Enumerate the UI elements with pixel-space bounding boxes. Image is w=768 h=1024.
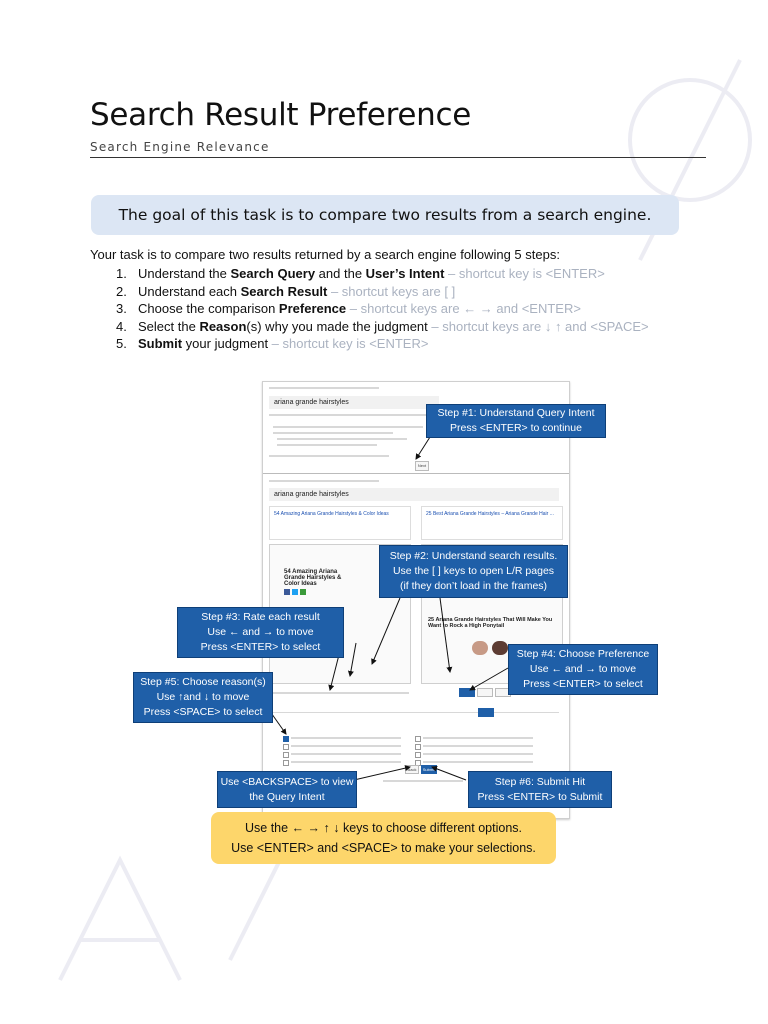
step-bold: Search Query: [230, 266, 316, 281]
reason-checkbox[interactable]: [415, 752, 421, 758]
screenshot-text-line: [269, 414, 429, 416]
left-article-heading: 54 Amazing Ariana Grande Hairstyles & Color Ideas: [284, 569, 342, 587]
step-bold: Search Result: [240, 283, 328, 299]
share-icon: [284, 589, 290, 595]
callout-step2: Step #2: Understand search results. Use the [ ] keys to open L/R pages (if they don’t load in the frames): [379, 545, 568, 598]
page-title: Search Result Preference: [90, 97, 471, 133]
callout-backspace: Use <BACKSPACE> to view the Query Intent: [217, 771, 357, 808]
title-divider: [90, 157, 706, 158]
photo-thumbnail: [472, 641, 488, 655]
page-subtitle: Search Engine Relevance: [90, 140, 270, 154]
step-text: (s) why you made the judgment: [246, 318, 428, 334]
step-text: and the: [315, 266, 366, 281]
keyboard-note-line: Use the ← → ↑ ↓ keys to choose different options.: [245, 821, 522, 835]
screenshot-query-box: ariana grande hairstyles: [269, 396, 439, 409]
screenshot-text-line: [273, 426, 423, 428]
screenshot-text-line: [291, 737, 401, 739]
step-number: 5.: [116, 336, 127, 351]
reason-checkbox[interactable]: [415, 744, 421, 750]
rating-option[interactable]: [478, 708, 494, 717]
back-button[interactable]: Back: [405, 765, 419, 774]
shortcut-hint: – shortcut key is <ENTER>: [444, 266, 605, 281]
screenshot-text-line: [277, 438, 407, 440]
step-item: [116, 283, 649, 301]
screenshot-text-line: [423, 745, 533, 747]
step-item: [116, 300, 649, 318]
shortcut-hint: – shortcut keys are ← → and <ENTER>: [346, 301, 581, 316]
screenshot-text-line: [277, 444, 377, 446]
screenshot-text-line: [291, 753, 401, 755]
callout-step4: Step #4: Choose Preference Use ← and → to move Press <ENTER> to select: [508, 644, 658, 695]
step-number: 3.: [116, 301, 127, 316]
left-result-title[interactable]: 54 Amazing Ariana Grande Hairstyles & Color Ideas: [274, 511, 389, 517]
screenshot-text-line: [269, 692, 409, 694]
screenshot-text-line: [291, 745, 401, 747]
step-bold: Preference: [278, 301, 347, 316]
screenshot-text-line: [291, 761, 401, 763]
callout-step5: Step #5: Choose reason(s) Use ↑and ↓ to move Press <SPACE> to select: [133, 672, 273, 723]
step-text: Choose the comparison: [138, 301, 279, 316]
screenshot-divider: [263, 473, 569, 474]
preference-option[interactable]: [459, 688, 475, 697]
screenshot-text-line: [273, 432, 393, 434]
keyboard-note-line: Use <ENTER> and <SPACE> to make your selections.: [231, 841, 536, 855]
step-bold: Reason: [199, 318, 247, 334]
screenshot-query-box: ariana grande hairstyles: [269, 488, 559, 501]
goal-banner: The goal of this task is to compare two results from a search engine.: [91, 195, 679, 235]
step-bold: Submit: [138, 336, 183, 351]
callout-step6: Step #6: Submit Hit Press <ENTER> to Submit: [468, 771, 612, 808]
step-item: [116, 318, 649, 336]
step-bold: User’s Intent: [365, 266, 445, 281]
right-result-title[interactable]: 25 Best Ariana Grande Hairstyles – Ariana Grande Hair ...: [426, 511, 554, 517]
reason-checkbox[interactable]: [283, 736, 289, 742]
screenshot-text-line: [269, 387, 379, 389]
share-icon: [300, 589, 306, 595]
reason-checkbox[interactable]: [283, 744, 289, 750]
task-screenshot: [262, 381, 570, 819]
screenshot-text-line: [269, 480, 379, 482]
screenshot-text-line: [423, 761, 533, 763]
left-result-card: [269, 506, 411, 540]
intro-text: Your task is to compare two results returned by a search engine following 5 steps:: [90, 247, 560, 262]
next-button[interactable]: Next: [415, 461, 429, 471]
steps-list: [116, 265, 649, 353]
screenshot-text-line: [269, 455, 389, 457]
step-number: 1.: [116, 266, 127, 281]
step-text: Select the: [138, 318, 200, 334]
share-icon: [292, 589, 298, 595]
screenshot-text-line: [423, 737, 533, 739]
screenshot-text-line: [423, 753, 533, 755]
screenshot-text-line: [269, 712, 559, 713]
callout-step1: Step #1: Understand Query Intent Press <ENTER> to continue: [426, 404, 606, 438]
step-item: [116, 335, 649, 353]
right-article-heading: 25 Ariana Grande Hairstyles That Will Make You Want to Rock a High Ponytail: [428, 617, 553, 629]
callout-step3: Step #3: Rate each result Use ← and → to move Press <ENTER> to select: [177, 607, 344, 658]
keyboard-note: [211, 812, 556, 864]
submit-button[interactable]: Submit: [422, 767, 436, 772]
shortcut-hint: – shortcut keys are ↓ ↑ and <SPACE>: [427, 318, 649, 334]
step-number: 2.: [116, 283, 127, 299]
preference-option[interactable]: [477, 688, 493, 697]
screenshot-text-line: [383, 780, 463, 782]
reason-checkbox[interactable]: [283, 752, 289, 758]
step-text: Understand each: [138, 283, 241, 299]
step-text: your judgment: [182, 336, 269, 351]
right-result-card: [421, 506, 563, 540]
shortcut-hint: – shortcut key is <ENTER>: [268, 336, 429, 351]
reason-checkbox[interactable]: [415, 736, 421, 742]
photo-thumbnail: [492, 641, 508, 655]
reason-checkbox[interactable]: [283, 760, 289, 766]
step-number: 4.: [116, 318, 127, 334]
step-text: Understand the: [138, 266, 231, 281]
shortcut-hint: – shortcut keys are [ ]: [327, 283, 456, 299]
step-item: [116, 265, 649, 283]
